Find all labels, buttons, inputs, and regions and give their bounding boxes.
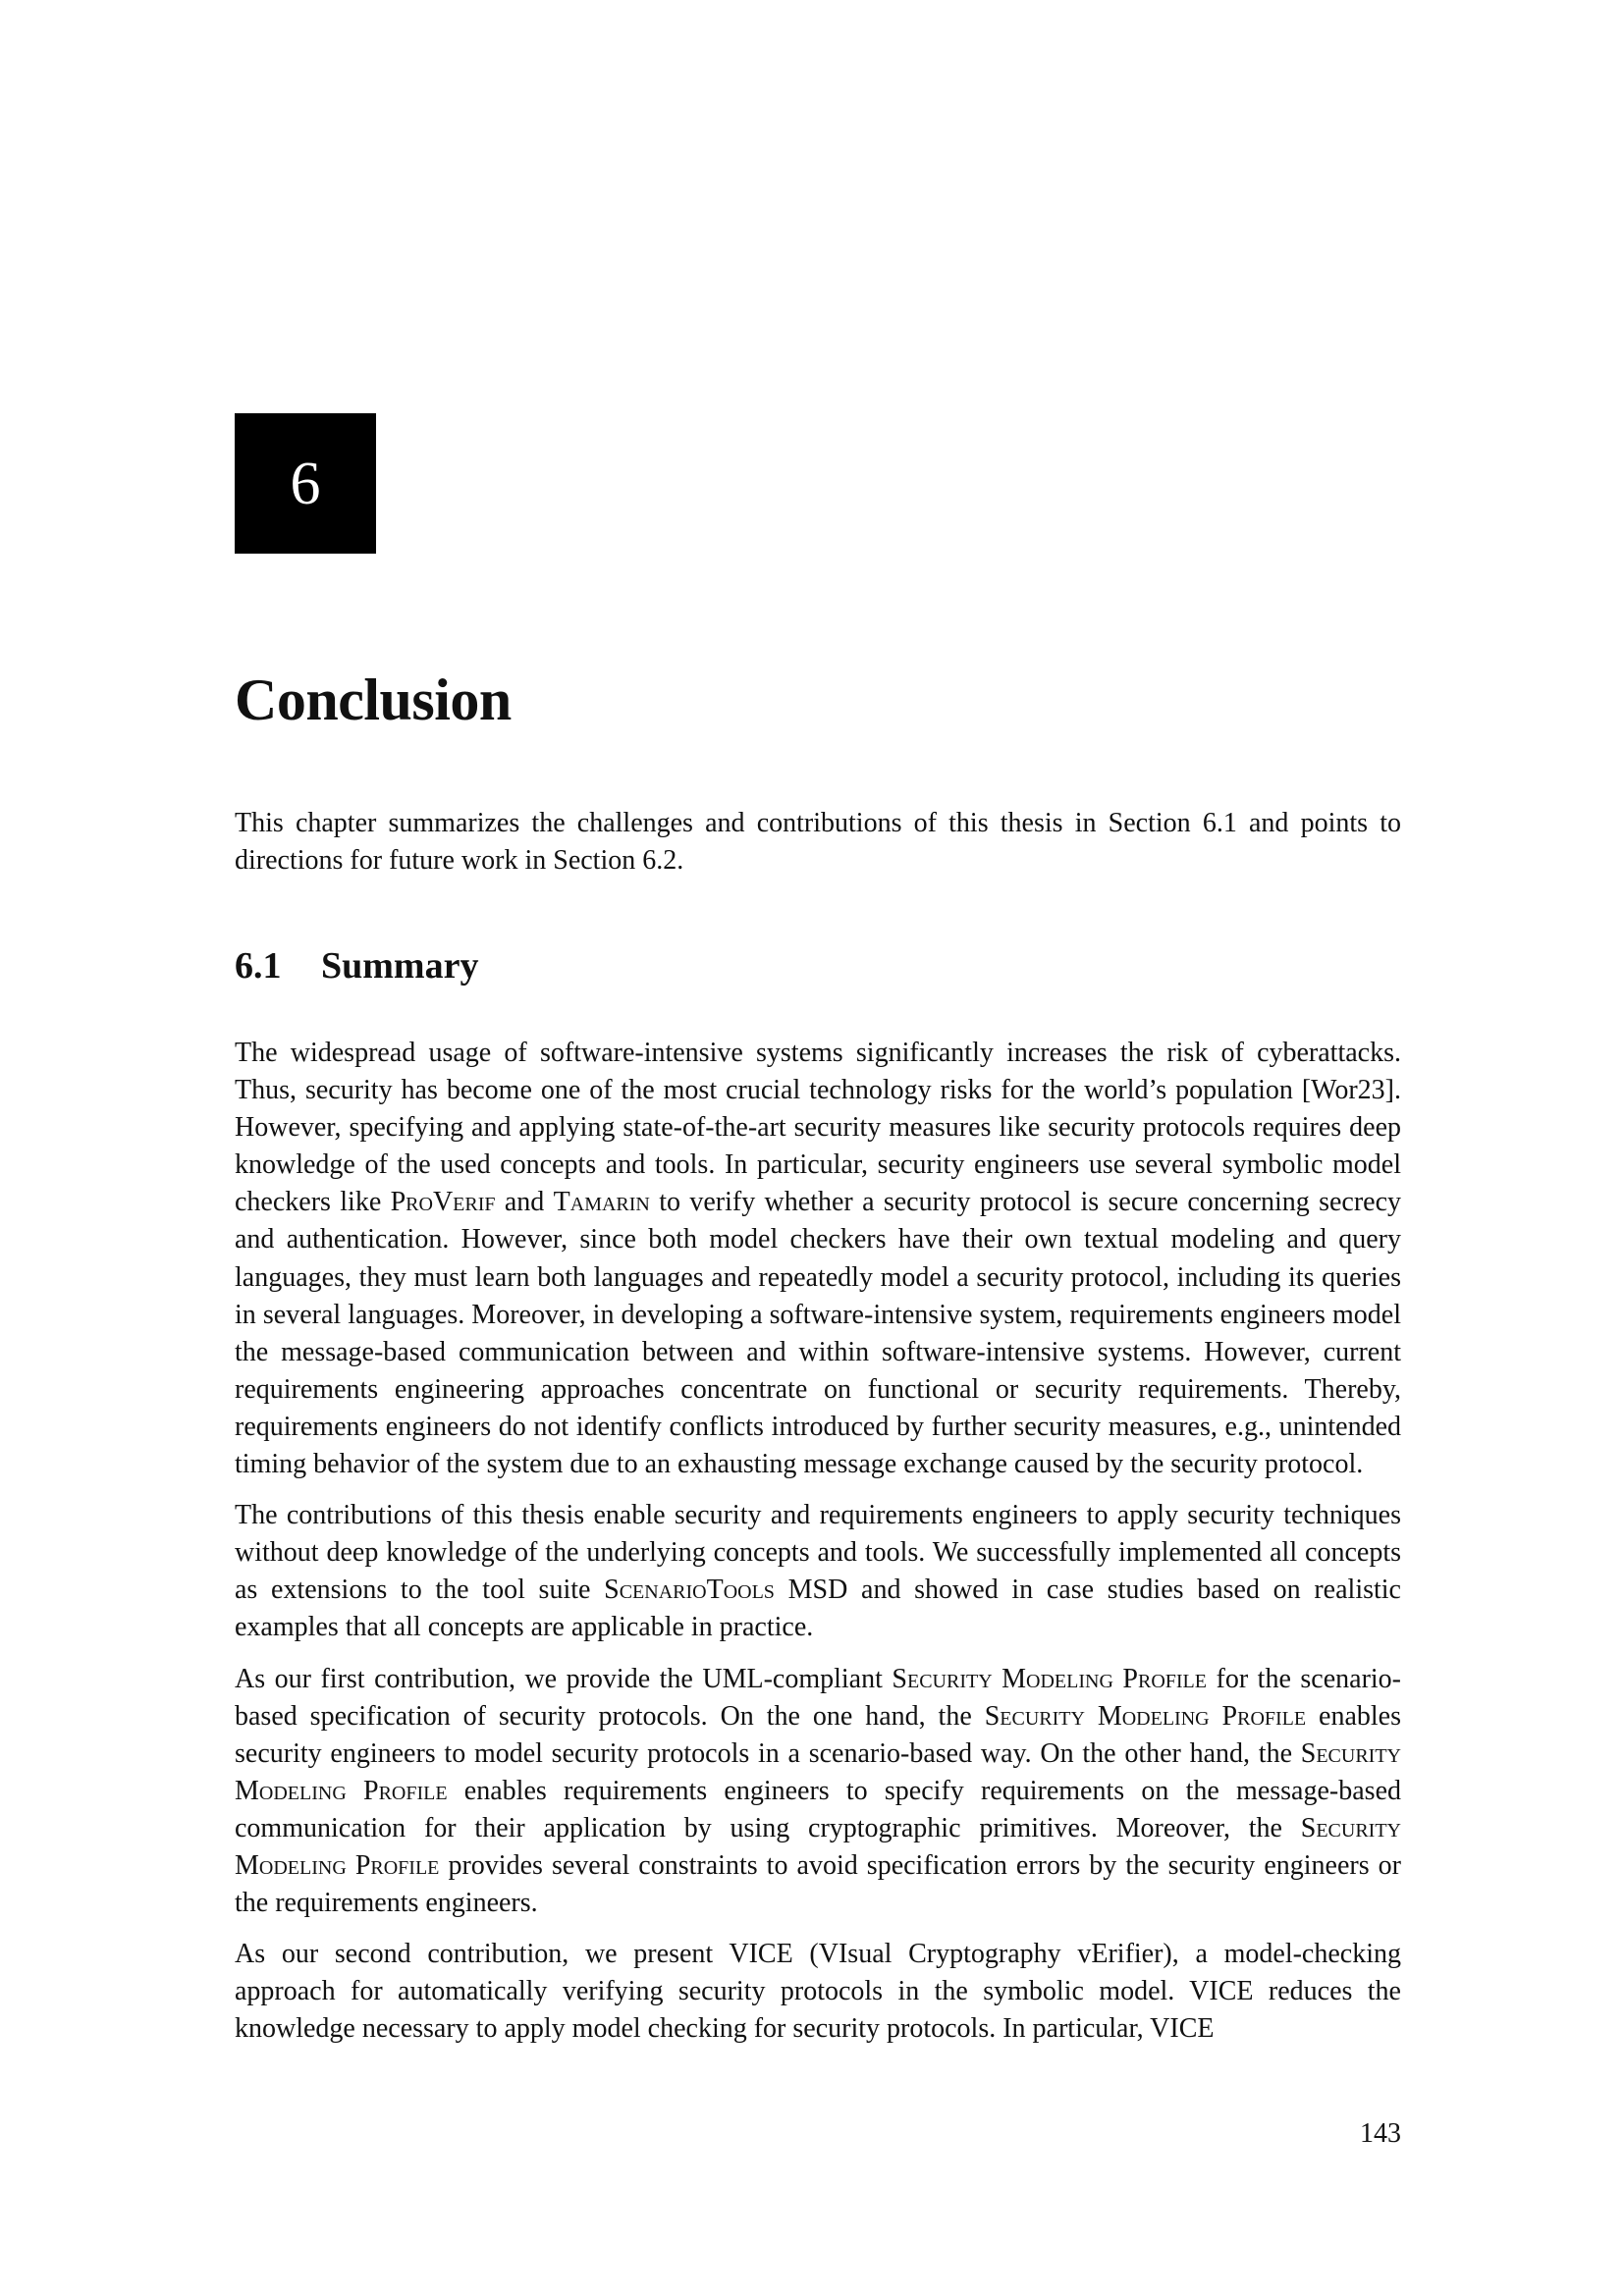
paragraph-1-text-c: to verify whether a security protocol is secure concerning secrecy and authentication. However, since both model checkers have their own textual modeling and query languages, they must learn both languages and repeatedly model a security protocol, including its queries in several languages. Moreover, in developing a software-intensive system, requirements engineers model the message-based communication between and within software-intensive systems. However, current requirements engineering approaches concentrate on functional or security requirements. Thereby, requirements engineers do not identify conflicts introduced by further security measures, e.g., unintended timing behavior of the system due to an exhausting message exchange caused by the security protocol.: [235, 1187, 1401, 1480]
scenariotools-tool-name: ScenarioTools: [604, 1575, 775, 1606]
chapter-intro: This chapter summarizes the challenges and contributions of this thesis in Section 6.1 and points to directions for future work in Section 6.2.: [235, 808, 1401, 876]
chapter-number-box: [235, 413, 376, 554]
security-modeling-profile-name: Security Modeling Profile: [235, 1812, 1401, 1881]
security-modeling-profile-name: Security Modeling Profile: [235, 1737, 1401, 1806]
paragraph-1: [235, 1035, 1401, 1483]
page-number: 143: [1360, 2118, 1401, 2149]
section-title: Summary: [321, 945, 479, 987]
section-body: [235, 1035, 1401, 2061]
tamarin-tool-name: Tamarin: [553, 1187, 650, 1218]
paragraph-2-text-a: The contributions of this thesis enable security and requirements engineers to apply security techniques without deep knowledge of the underlying concepts and tools. We successfully implemented all concepts as extensions to the tool suite: [235, 1500, 1401, 1606]
security-modeling-profile-name: Security Modeling Profile: [892, 1663, 1207, 1694]
section-number: 6.1: [235, 945, 282, 987]
chapter-number: 6: [290, 450, 321, 517]
paragraph-4: As our second contribution, we present VICE (VIsual Cryptography vErifier), a model-checking approach for automatically verifying security protocols in the symbolic model. VICE reduces the knowledge necessary to apply model checking for security protocols. In particular, VICE: [235, 1939, 1401, 2045]
paragraph-3: [235, 1661, 1401, 1923]
paragraph-3-text-b: for the scenario-based specification of security protocols. On the one hand, the: [235, 1663, 1401, 1732]
security-modeling-profile-name: Security Modeling Profile: [984, 1700, 1307, 1732]
paragraph-1-text-a: The widespread usage of software-intensive systems significantly increases the risk of cyberattacks. Thus, security has become one of the most crucial technology risks for the world’s population [Wor23]. However, specifying and applying state-of-the-art security measures like security protocols requires deep knowledge of the used concepts and tools. In particular, security engineers use several symbolic model checkers like: [235, 1038, 1401, 1218]
paragraph-1-text-b: and: [495, 1187, 554, 1218]
paragraph-3-text-d: enables requirements engineers to specify requirements on the message-based communication for their application by using cryptographic primitives. Moreover, the: [235, 1775, 1401, 1843]
paragraph-2: [235, 1497, 1401, 1646]
section-heading: [235, 944, 478, 989]
paragraph-2-text-b: MSD and showed in case studies based on realistic examples that all concepts are applicable in practice.: [235, 1575, 1401, 1643]
paragraph-3-text-c: enables security engineers to model security protocols in a scenario-based way. On the other hand, the: [235, 1700, 1401, 1769]
proverif-tool-name: ProVerif: [390, 1187, 496, 1218]
paragraph-3-text-a: As our first contribution, we provide the UML-compliant: [235, 1663, 893, 1694]
paragraph-3-text-e: provides several constraints to avoid specification errors by the security engineers or the requirements engineers.: [235, 1849, 1401, 1919]
chapter-title: Conclusion: [235, 667, 512, 732]
